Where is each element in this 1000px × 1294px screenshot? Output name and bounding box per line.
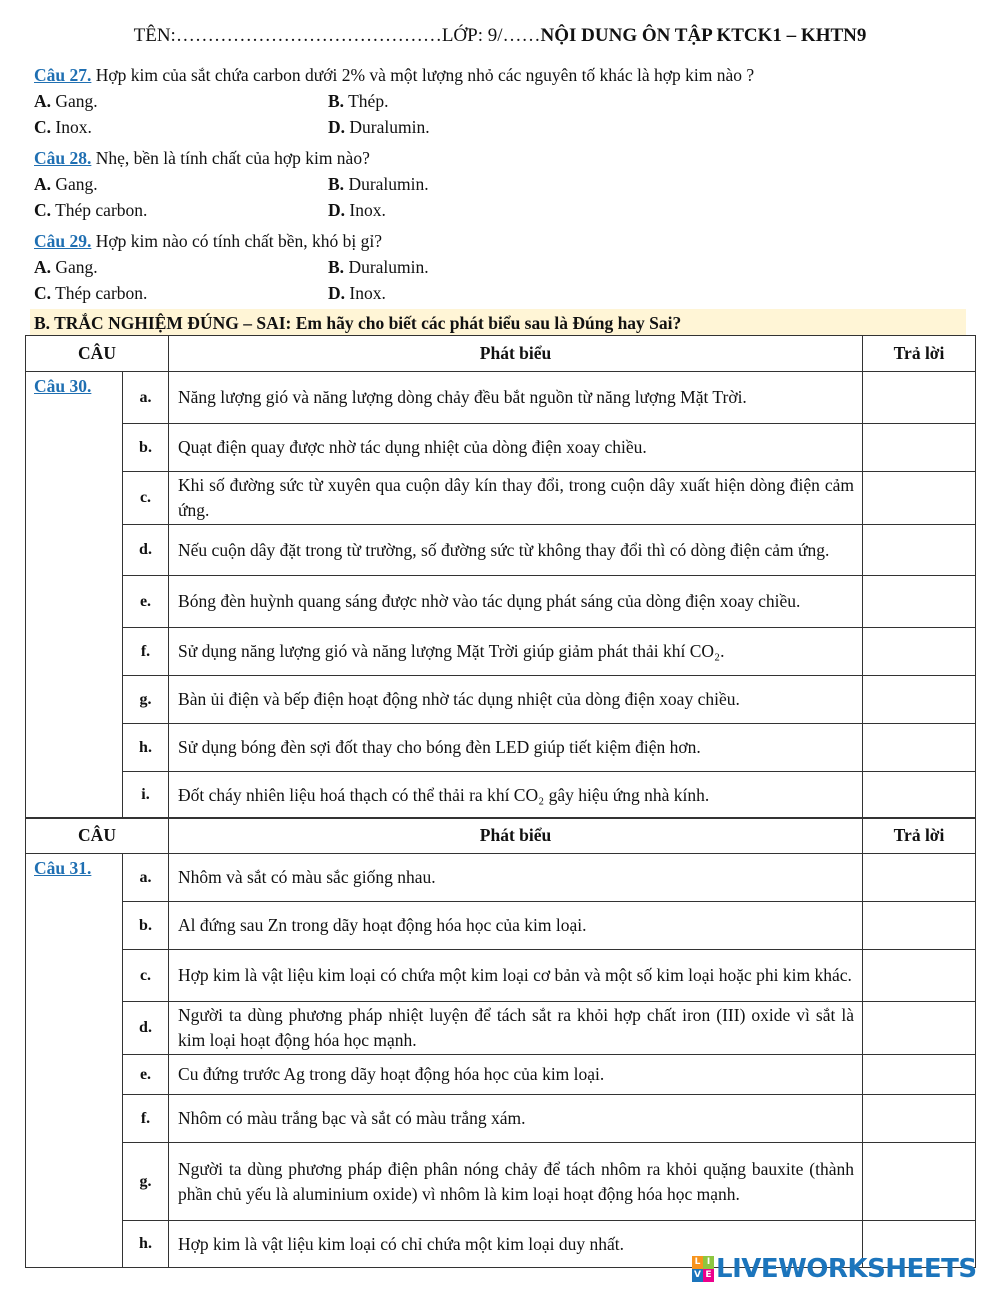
answer-cell[interactable]: [863, 525, 976, 576]
answer-cell[interactable]: [863, 902, 976, 950]
statement: Người ta dùng phương pháp nhiệt luyện để tách sắt ra khỏi hợp chất iron (III) oxide vì sắt là kim loại hoạt động hóa học mạnh.: [169, 1002, 863, 1055]
statement: Hợp kim là vật liệu kim loại có chỉ chứa một kim loại duy nhất.: [169, 1221, 863, 1268]
table-row: [26, 472, 976, 525]
statement: Đốt cháy nhiên liệu hoá thạch có thể thải ra khí CO₂ gây hiệu ứng nhà kính.: [169, 772, 863, 819]
statement: Năng lượng gió và năng lượng dòng chảy đều bắt nguồn từ năng lượng Mặt Trời.: [169, 372, 863, 424]
question-text: Hợp kim nào có tính chất bền, khó bị gỉ?: [91, 231, 383, 251]
true-false-table-30: [25, 335, 976, 819]
option-b[interactable]: B. Thép.: [328, 91, 389, 111]
item-letter: c.: [123, 950, 169, 1002]
table-row: [26, 1095, 976, 1143]
item-letter: e.: [123, 576, 169, 628]
liveworksheets-logo: [692, 1254, 977, 1284]
statement: Sử dụng bóng đèn sợi đốt thay cho bóng đèn LED giúp tiết kiệm điện hơn.: [169, 724, 863, 772]
statement: Quạt điện quay được nhờ tác dụng nhiệt của dòng điện xoay chiều.: [169, 424, 863, 472]
statement: Bóng đèn huỳnh quang sáng được nhờ vào tác dụng phát sáng của dòng điện xoay chiều.: [169, 576, 863, 628]
option-b[interactable]: B. Duralumin.: [328, 257, 429, 277]
item-letter: i.: [123, 772, 169, 819]
section-b-heading: B. TRẮC NGHIỆM ĐÚNG – SAI: Em hãy cho biết các phát biểu sau là Đúng hay Sai?: [30, 309, 966, 335]
table-row: [26, 525, 976, 576]
table-row: [26, 724, 976, 772]
option-a[interactable]: A. Gang.: [34, 91, 98, 111]
question-30-label: Câu 30.: [26, 372, 123, 819]
table-row: [26, 1143, 976, 1221]
answer-cell[interactable]: [863, 950, 976, 1002]
table-row: [26, 576, 976, 628]
page-title: NỘI DUNG ÔN TẬP KTCK1 – KHTN9: [540, 25, 867, 46]
header-cau: CÂU: [26, 818, 169, 854]
table-row: [26, 424, 976, 472]
answer-cell[interactable]: [863, 854, 976, 902]
table-row: [26, 1002, 976, 1055]
answer-cell[interactable]: [863, 628, 976, 676]
option-d[interactable]: D. Duralumin.: [328, 117, 430, 137]
answer-cell[interactable]: [863, 1143, 976, 1221]
answer-cell[interactable]: [863, 424, 976, 472]
item-letter: f.: [123, 628, 169, 676]
answer-cell[interactable]: [863, 576, 976, 628]
header-statement: Phát biểu: [169, 336, 863, 372]
statement: Nhôm và sắt có màu sắc giống nhau.: [169, 854, 863, 902]
header-answer: Trả lời: [863, 336, 976, 372]
item-letter: g.: [123, 676, 169, 724]
statement: Người ta dùng phương pháp điện phân nóng chảy để tách nhôm ra khỏi quặng bauxite (thành phần chủ yếu là aluminium oxide) vì nhôm là kim loại hoạt động hóa học mạnh.: [169, 1143, 863, 1221]
item-letter: a.: [123, 854, 169, 902]
item-letter: e.: [123, 1055, 169, 1095]
option-a[interactable]: A. Gang.: [34, 257, 98, 277]
item-letter: b.: [123, 902, 169, 950]
question-text: Hợp kim của sắt chứa carbon dưới 2% và một lượng nhỏ các nguyên tố khác là hợp kim nào ?: [91, 65, 755, 85]
question-29: [34, 228, 964, 306]
student-info-line: TÊN:……………………………………LỚP: 9/……: [133, 25, 541, 46]
item-letter: c.: [123, 472, 169, 525]
answer-cell[interactable]: [863, 724, 976, 772]
item-letter: a.: [123, 372, 169, 424]
question-text: Nhẹ, bền là tính chất của hợp kim nào?: [91, 148, 370, 168]
statement: Bàn ủi điện và bếp điện hoạt động nhờ tác dụng nhiệt của dòng điện xoay chiều.: [169, 676, 863, 724]
statement: Al đứng sau Zn trong dãy hoạt động hóa học của kim loại.: [169, 902, 863, 950]
table-row: [26, 772, 976, 819]
table-row: [26, 902, 976, 950]
answer-cell[interactable]: [863, 1002, 976, 1055]
item-letter: g.: [123, 1143, 169, 1221]
page-header: [0, 22, 1000, 50]
item-letter: d.: [123, 1002, 169, 1055]
question-31-label: Câu 31.: [26, 854, 123, 1268]
header-cau: CÂU: [26, 336, 169, 372]
statement: Cu đứng trước Ag trong dãy hoạt động hóa học của kim loại.: [169, 1055, 863, 1095]
answer-cell[interactable]: [863, 772, 976, 819]
option-b[interactable]: B. Duralumin.: [328, 174, 429, 194]
question-27: [34, 62, 964, 140]
answer-cell[interactable]: [863, 1055, 976, 1095]
table-header-row: [26, 818, 976, 854]
item-letter: h.: [123, 1221, 169, 1268]
question-label: Câu 29.: [34, 231, 92, 251]
question-28: [34, 145, 964, 223]
option-a[interactable]: A. Gang.: [34, 174, 98, 194]
liveworksheets-logo-icon: L I V E: [692, 1256, 714, 1282]
answer-cell[interactable]: [863, 1095, 976, 1143]
answer-cell[interactable]: [863, 676, 976, 724]
statement: Nhôm có màu trắng bạc và sắt có màu trắng xám.: [169, 1095, 863, 1143]
statement: Khi số đường sức từ xuyên qua cuộn dây kín thay đổi, trong cuộn dây xuất hiện dòng điện cảm ứng.: [169, 472, 863, 525]
question-label: Câu 28.: [34, 148, 92, 168]
table-row: [26, 676, 976, 724]
table-row: [26, 1055, 976, 1095]
item-letter: b.: [123, 424, 169, 472]
item-letter: h.: [123, 724, 169, 772]
liveworksheets-logo-text: LIVEWORKSHEETS: [716, 1254, 977, 1284]
statement: Nếu cuộn dây đặt trong từ trường, số đường sức từ không thay đổi thì có dòng điện cảm ứng.: [169, 525, 863, 576]
answer-cell[interactable]: [863, 372, 976, 424]
header-statement: Phát biểu: [169, 818, 863, 854]
table-row: [26, 628, 976, 676]
answer-cell[interactable]: [863, 472, 976, 525]
table-row: [26, 950, 976, 1002]
option-c[interactable]: C. Thép carbon.: [34, 283, 148, 303]
statement: Sử dụng năng lượng gió và năng lượng Mặt Trời giúp giảm phát thải khí CO₂.: [169, 628, 863, 676]
statement: Hợp kim là vật liệu kim loại có chứa một kim loại cơ bản và một số kim loại hoặc phi kim khác.: [169, 950, 863, 1002]
option-c[interactable]: C. Inox.: [34, 117, 92, 137]
true-false-table-31: [25, 817, 976, 1268]
question-label: Câu 27.: [34, 65, 92, 85]
option-c[interactable]: C. Thép carbon.: [34, 200, 148, 220]
item-letter: d.: [123, 525, 169, 576]
table-header-row: [26, 336, 976, 372]
item-letter: f.: [123, 1095, 169, 1143]
header-answer: Trả lời: [863, 818, 976, 854]
table-row: [26, 372, 976, 424]
option-d[interactable]: D. Inox.: [328, 200, 386, 220]
option-d[interactable]: D. Inox.: [328, 283, 386, 303]
table-row: [26, 854, 976, 902]
